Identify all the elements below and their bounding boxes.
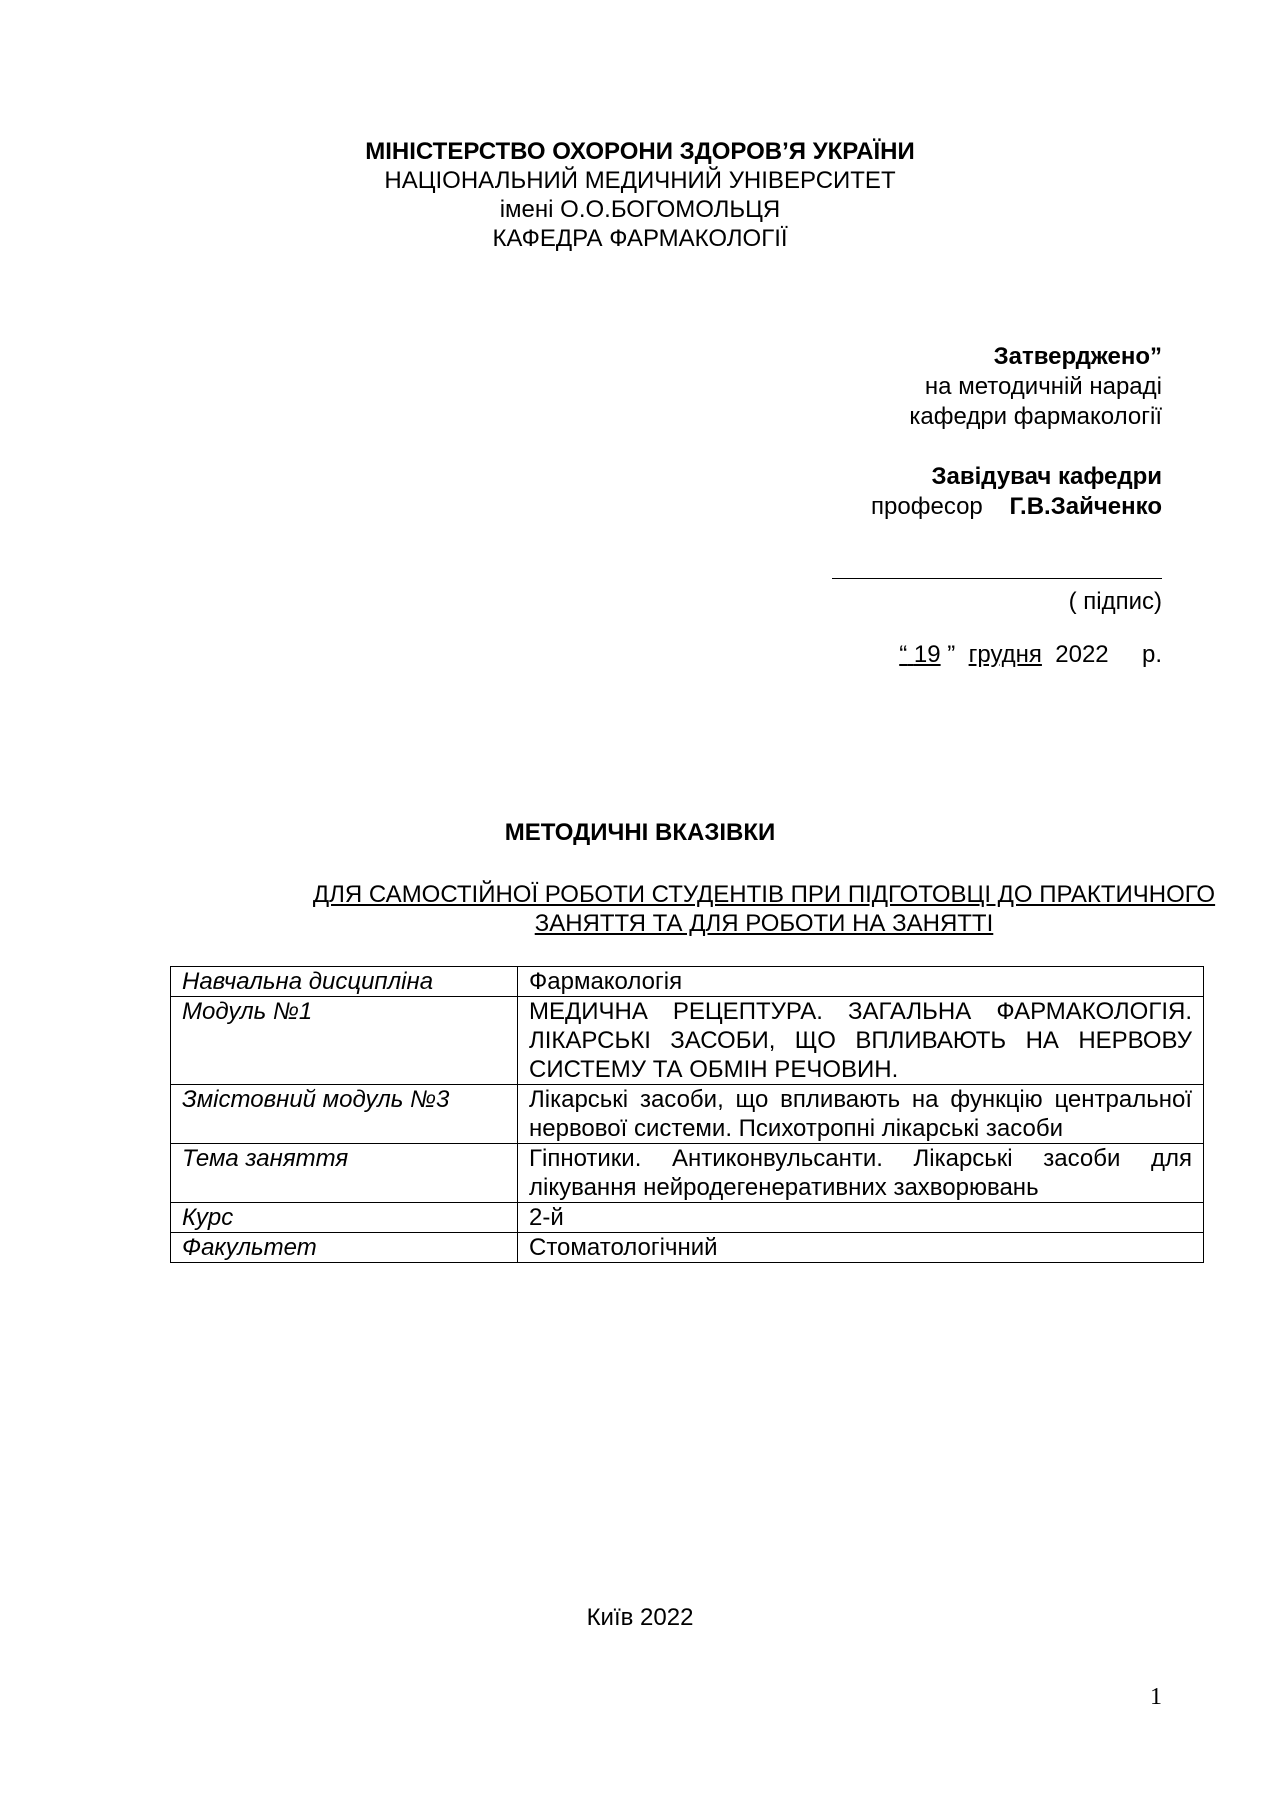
- table-row: [171, 1144, 1204, 1203]
- row-key: Курс: [171, 1203, 518, 1233]
- document-title: МЕТОДИЧНІ ВКАЗІВКИ: [504, 819, 776, 846]
- approved-label: Затверджено”: [993, 343, 1162, 370]
- row-value: Лікарські засоби, що впливають на функцію центральної нервової системи. Психотропні лікарські засоби: [518, 1085, 1204, 1144]
- head-of-department: [662, 492, 1162, 522]
- table-row: [171, 1233, 1204, 1263]
- subtitle-line-1: ДЛЯ САМОСТІЙНОЇ РОБОТИ СТУДЕНТІВ ПРИ ПІДГОТОВЦІ ДО ПРАКТИЧНОГО: [312, 881, 1216, 908]
- head-name: Г.В.Зайченко: [1009, 493, 1162, 520]
- table-row: [171, 1085, 1204, 1144]
- department-name: КАФЕДРА ФАРМАКОЛОГІЇ: [492, 225, 788, 252]
- page-number: 1: [1150, 1684, 1162, 1710]
- table-row: [171, 1203, 1204, 1233]
- head-title: Завідувач кафедри: [931, 463, 1162, 490]
- signature-line: [832, 556, 1162, 579]
- document-header: [0, 137, 1280, 253]
- date-open-quote: “: [899, 641, 908, 668]
- row-key: Модуль №1: [171, 997, 518, 1085]
- row-key: Навчальна дисципліна: [171, 967, 518, 997]
- date-day: 19: [913, 641, 941, 668]
- approval-line-1: на методичній нараді: [924, 373, 1162, 400]
- signature-caption: ( підпис): [1068, 588, 1162, 615]
- row-value: 2-й: [518, 1203, 1204, 1233]
- ministry-name: МІНІСТЕРСТВО ОХОРОНИ ЗДОРОВ’Я УКРАЇНИ: [365, 138, 915, 165]
- approval-date: [899, 640, 1162, 670]
- table-row: [171, 967, 1204, 997]
- date-suffix: р.: [1141, 641, 1162, 668]
- row-value: Фармакологія: [518, 967, 1204, 997]
- row-value: МЕДИЧНА РЕЦЕПТУРА. ЗАГАЛЬНА ФАРМАКОЛОГІЯ. ЛІКАРСЬКІ ЗАСОБИ, ЩО ВПЛИВАЮТЬ НА НЕРВОВУ СИСТЕМУ ТА ОБМІН РЕЧОВИН.: [518, 997, 1204, 1085]
- city-year: Київ 2022: [586, 1604, 694, 1631]
- date-month: грудня: [968, 641, 1042, 668]
- document-subtitle: [264, 880, 1264, 938]
- subtitle-line-2: ЗАНЯТТЯ ТА ДЛЯ РОБОТИ НА ЗАНЯТТІ: [534, 910, 994, 937]
- date-year: 2022: [1055, 641, 1109, 668]
- row-key: Тема заняття: [171, 1144, 518, 1203]
- university-name: НАЦІОНАЛЬНИЙ МЕДИЧНИЙ УНІВЕРСИТЕТ: [384, 167, 896, 194]
- table-row: [171, 997, 1204, 1085]
- university-named-after: імені О.О.БОГОМОЛЬЦЯ: [499, 196, 781, 223]
- info-table: [170, 966, 1204, 1263]
- date-close-quote: ”: [947, 641, 956, 668]
- approval-block: [662, 342, 1162, 617]
- row-key: Змістовний модуль №3: [171, 1085, 518, 1144]
- approval-line-2: кафедри фармакології: [909, 403, 1162, 430]
- head-rank: професор: [871, 493, 983, 520]
- row-key: Факультет: [171, 1233, 518, 1263]
- row-value: Стоматологічний: [518, 1233, 1204, 1263]
- row-value: Гіпнотики. Антиконвульсанти. Лікарські засоби для лікування нейродегенеративних захворювань: [518, 1144, 1204, 1203]
